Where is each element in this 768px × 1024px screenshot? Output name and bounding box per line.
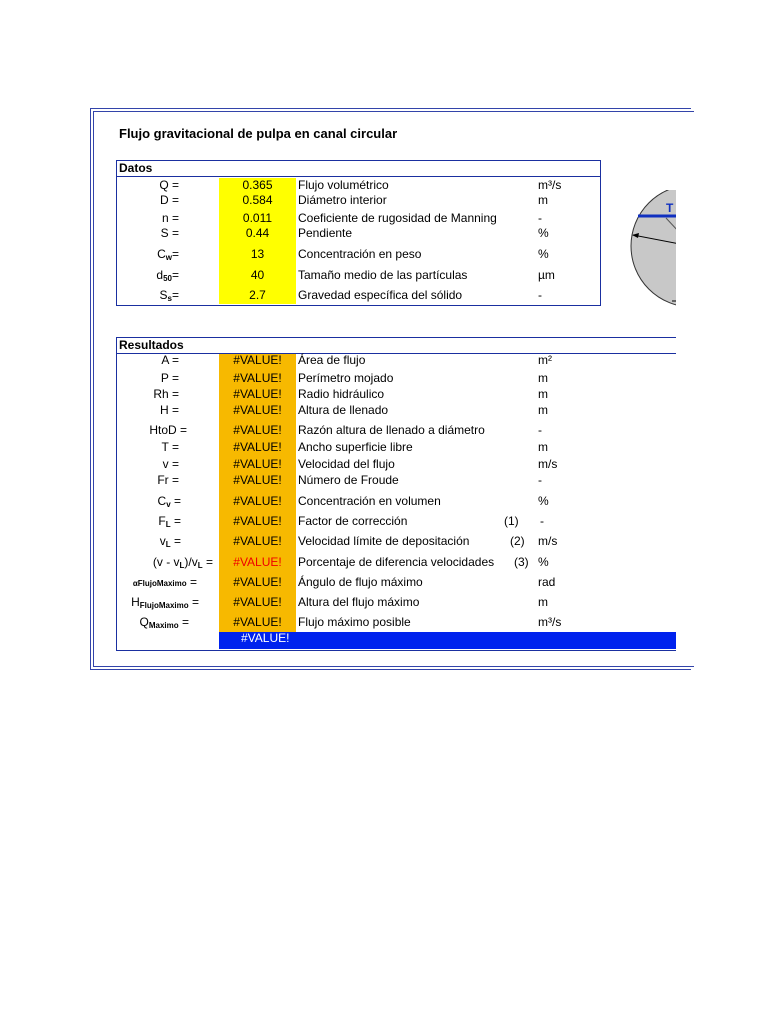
input-value[interactable]: 0.011: [242, 211, 273, 225]
unit: -: [538, 211, 542, 225]
datos-row-q: [117, 178, 600, 194]
result-value: #VALUE!: [233, 387, 282, 401]
result-row-fl: [117, 514, 676, 530]
result-value: #VALUE!: [233, 353, 282, 367]
symbol: αFlujoMaximo =: [132, 575, 197, 589]
symbol: $Q_{Maximo}$ =: [139, 615, 189, 630]
footnote-marker: (2): [510, 534, 525, 548]
resultados-header: Resultados: [117, 338, 676, 354]
result-row-v: [117, 457, 676, 473]
footer-bar: [219, 632, 676, 649]
description: Pendiente: [298, 226, 353, 240]
symbol: P =: [160, 371, 179, 385]
result-value: #VALUE!: [233, 595, 282, 609]
unit: m/s: [538, 534, 558, 548]
result-row-t: [117, 440, 676, 456]
result-value: #VALUE!: [233, 457, 282, 471]
datos-row-s: [117, 226, 600, 242]
description: Factor de corrección: [298, 514, 408, 528]
result-row-vl: [117, 534, 676, 550]
result-value: #VALUE!: [233, 534, 282, 548]
symbol: A =: [161, 353, 179, 367]
input-value[interactable]: 0.44: [245, 226, 270, 240]
symbol: S =: [160, 226, 179, 240]
description: Concentración en volumen: [298, 494, 441, 508]
result-row-h: [117, 403, 676, 419]
result-row-q-max: [117, 615, 676, 631]
symbol: $d_{50}=$: [156, 268, 179, 283]
description: Concentración en peso: [298, 247, 422, 261]
input-value[interactable]: 2.7: [249, 288, 266, 302]
description: Ángulo de flujo máximo: [298, 575, 423, 589]
channel-cross-section-diagram: [620, 190, 676, 310]
unit: -: [538, 473, 542, 487]
description: Flujo volumétrico: [298, 178, 389, 192]
unit: m: [538, 193, 548, 207]
description: Velocidad límite de depositación: [298, 534, 470, 548]
symbol: $C_w=$: [157, 247, 179, 262]
result-row-rh: [117, 387, 676, 403]
description: Altura del flujo máximo: [298, 595, 420, 609]
description: Área de flujo: [298, 353, 366, 367]
unit: -: [540, 514, 544, 528]
result-value: #VALUE!: [233, 555, 282, 569]
symbol: Q =: [159, 178, 179, 192]
description: Diámetro interior: [298, 193, 387, 207]
symbol: $H_{FlujoMaximo}$ =: [131, 595, 199, 610]
unit: %: [538, 247, 549, 261]
symbol: D =: [159, 193, 179, 207]
unit: rad: [538, 575, 556, 589]
description: Ancho superficie libre: [298, 440, 413, 454]
result-value: #VALUE!: [233, 575, 282, 589]
result-value: #VALUE!: [233, 440, 282, 454]
result-row-vdiff: [117, 555, 676, 571]
symbol: $S_s=$: [159, 288, 179, 303]
datos-row-cw: [117, 247, 600, 263]
input-value[interactable]: 13: [250, 247, 265, 261]
symbol: n =: [161, 211, 179, 225]
result-row-cv: [117, 494, 676, 510]
symbol: $F_L$ =: [158, 514, 181, 529]
result-value: #VALUE!: [233, 371, 282, 385]
footnote-marker: (3): [514, 555, 529, 569]
description: Porcentaje de diferencia velocidades: [298, 555, 495, 569]
datos-row-d50: [117, 268, 600, 284]
datos-row-d: [117, 193, 600, 209]
datos-row-n: [117, 211, 600, 227]
description: Número de Froude: [298, 473, 399, 487]
description: Razón altura de llenado a diámetro: [298, 423, 485, 437]
result-value: #VALUE!: [233, 615, 282, 629]
description: Flujo máximo posible: [298, 615, 411, 629]
result-row-fr: [117, 473, 676, 489]
unit: m: [538, 371, 548, 385]
result-row-alpha-max: [117, 575, 676, 591]
result-row-h-max: [117, 595, 676, 611]
footer-value: #VALUE!: [241, 631, 290, 645]
symbol: $C_v$ =: [157, 494, 181, 509]
unit: m: [538, 440, 548, 454]
datos-header: Datos: [117, 161, 600, 177]
result-value: #VALUE!: [233, 494, 282, 508]
unit: %: [538, 494, 549, 508]
unit: m²: [538, 353, 552, 367]
unit: m³/s: [538, 178, 562, 192]
resultados-table: [116, 337, 676, 651]
datos-table: [116, 160, 601, 306]
result-row-htod: [117, 423, 676, 439]
unit: m: [538, 387, 548, 401]
description: Tamaño medio de las partículas: [298, 268, 468, 282]
datos-row-ss: [117, 288, 600, 304]
unit: -: [538, 423, 542, 437]
result-value: #VALUE!: [233, 473, 282, 487]
unit: -: [538, 288, 542, 302]
unit: m: [538, 403, 548, 417]
description: Gravedad específica del sólido: [298, 288, 463, 302]
unit: µm: [538, 268, 555, 282]
footnote-marker: (1): [504, 514, 519, 528]
description: Velocidad del flujo: [298, 457, 395, 471]
description: Perímetro mojado: [298, 371, 394, 385]
unit: m³/s: [538, 615, 562, 629]
symbol: Fr =: [157, 473, 179, 487]
unit: m/s: [538, 457, 558, 471]
input-value[interactable]: 40: [250, 268, 265, 282]
unit: %: [538, 555, 549, 569]
result-value: #VALUE!: [233, 423, 282, 437]
description: Coeficiente de rugosidad de Manning: [298, 211, 497, 225]
symbol: v =: [162, 457, 179, 471]
result-row-p: [117, 371, 676, 387]
input-value[interactable]: 0.584: [242, 193, 273, 207]
result-row-a: [117, 353, 676, 369]
result-value: #VALUE!: [233, 403, 282, 417]
description: Altura de llenado: [298, 403, 389, 417]
symbol: T =: [161, 440, 179, 454]
symbol: HtoD =: [149, 423, 187, 437]
label-t: T: [666, 201, 674, 215]
unit: %: [538, 226, 549, 240]
description: Radio hidráulico: [298, 387, 385, 401]
symbol: H =: [159, 403, 179, 417]
sheet-title: Flujo gravitacional de pulpa en canal circular: [119, 126, 398, 141]
input-value[interactable]: 0.365: [242, 178, 273, 192]
symbol: $v_L$ =: [159, 534, 181, 549]
symbol: Rh =: [153, 387, 179, 401]
symbol: $(v - v_L)/v_L$ =: [152, 555, 213, 570]
unit: m: [538, 595, 548, 609]
result-value: #VALUE!: [233, 514, 282, 528]
